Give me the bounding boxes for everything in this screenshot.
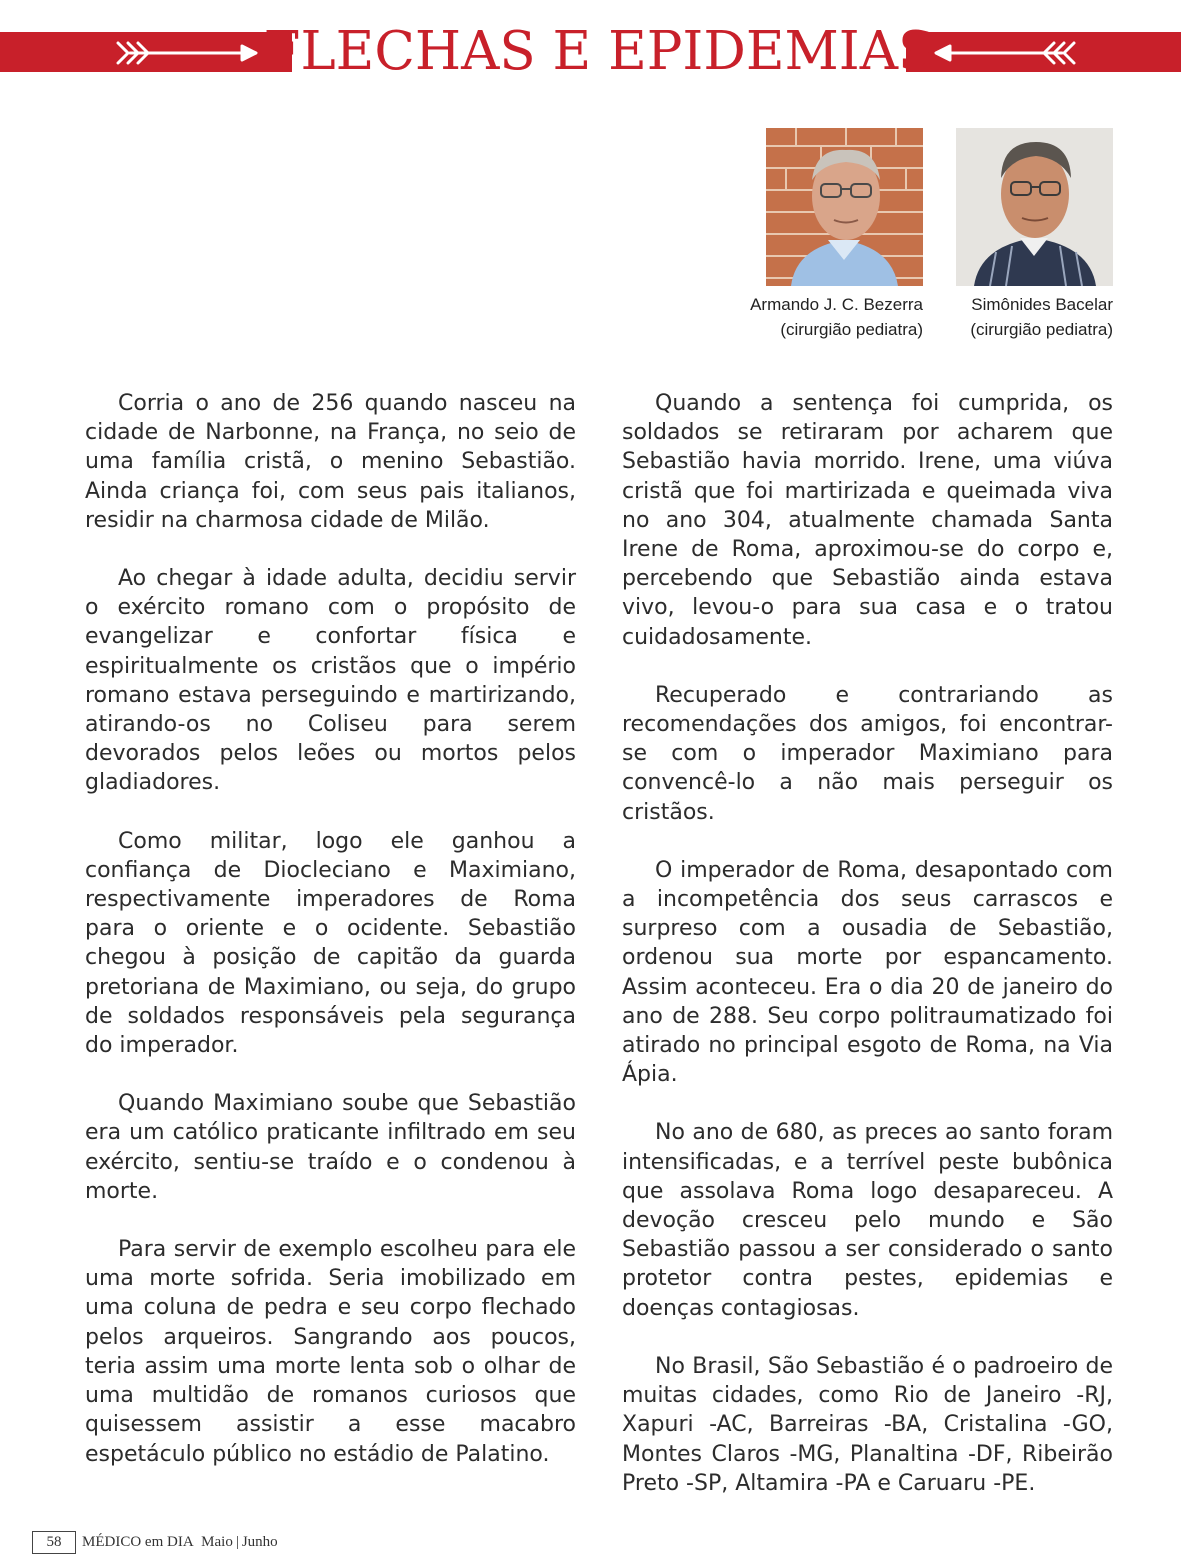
paragraph: Quando a sentença foi cumprida, os soldados se retiraram por acharem que Sebastião havia morrido. Irene, uma viúva cristã que foi martirizada e queimada viva no ano 304, atualmente chamada Santa Irene de Roma, aproximou-se do corpo e, percebendo que Sebastião ainda estava vivo, levou-o para sua casa e o tratou cuidadosamente. (622, 391, 1113, 650)
portrait-image (766, 128, 923, 286)
page-number (32, 1531, 76, 1554)
paragraph: Ao chegar à idade adulta, decidiu servir o exército romano com o propósito de evangelizar e confortar física e espiritualmente os cristãos que o império romano estava perseguindo e martirizando, atirando-os no Coliseu para serem devorados pelos leões ou mortos pelos gladiadores. (85, 566, 576, 796)
paragraph: No Brasil, São Sebastião é o padroeiro de muitas cidades, como Rio de Janeiro -RJ, Xapuri -AC, Barreiras -BA, Cristalina -GO, Montes Claros -MG, Planaltina -DF, Ribeirão Preto -SP, Altamira -PA e Caruaru -PE. (622, 1353, 1113, 1496)
paragraph: Quando Maximiano soube que Sebastião era um católico praticante infiltrado em seu exército, sentiu-se traído e o condenou à morte. (85, 1091, 576, 1204)
paragraph: Para servir de exemplo escolheu para ele uma morte sofrida. Seria imobilizado em uma coluna de pedra e seu corpo flechado pelos arqueiros. Sangrando aos poucos, teria assim uma morte lenta sob o olhar de uma multidão de romanos curiosos que quisessem assistir a esse macabro espetáculo público no estádio de Palatino. (85, 1237, 576, 1467)
issue-month-b: Junho (241, 1533, 278, 1550)
paragraph: Recuperado e contrariando as recomendações dos amigos, foi encontrar-se com o imperador Maximiano para convencê-lo a não mais perseguir os cristãos. (622, 682, 1113, 825)
article-column-left (85, 389, 576, 1498)
arrow-left-icon (930, 40, 1080, 66)
paragraph: Como militar, logo ele ganhou a confiança de Diocleciano e Maximiano, respectivamente imperadores de Roma para o oriente e o ocidente. Sebastião chegou à posição de capitão da guarda pretoriana de Maximiano, ou seja, do grupo de soldados responsáveis pela segurança do imperador. (85, 828, 576, 1059)
author-photo-bezerra (766, 128, 923, 286)
article-column-right (622, 389, 1113, 1527)
title-box (263, 18, 935, 82)
page-title: FLECHAS E EPIDEMIAS (263, 20, 935, 82)
magazine-name: MÉDICO em DIA (82, 1533, 194, 1550)
issue-separator: | (235, 1533, 239, 1550)
arrow-right-icon (112, 40, 262, 66)
author-photo-bacelar (956, 128, 1113, 286)
author-name: Armando J. C. Bezerra (750, 295, 923, 314)
paragraph: Corria o ano de 256 quando nasceu na cidade de Narbonne, na França, no seio de uma família cristã, o menino Sebastião. Ainda criança foi, com seus pais italianos, residir na charmosa cidade de Milão. (85, 391, 576, 533)
issue-month-a: Maio (201, 1533, 233, 1550)
author-caption-bezerra (730, 292, 923, 342)
paragraph: O imperador de Roma, desapontado com a incompetência dos seus carrascos e surpreso com a ousadia de Sebastião, ordenou sua morte por espancamento. Assim aconteceu. Era o dia 20 de janeiro do ano de 288. Seu corpo politraumatizado foi atirado no principal esgoto de Roma, na Via Ápia. (622, 857, 1113, 1088)
portrait-image (956, 128, 1113, 286)
page-number-text: 58 (46, 1533, 62, 1550)
author-name: Simônides Bacelar (971, 295, 1113, 314)
page-footer (32, 1531, 278, 1553)
author-role: (cirurgião pediatra) (970, 320, 1113, 339)
author-role: (cirurgião pediatra) (780, 320, 923, 339)
paragraph: No ano de 680, as preces ao santo foram intensificadas, e a terrível peste bubônica que assolava Roma logo desapareceu. A devoção cresceu pelo mundo e São Sebastião passou a ser considerado o santo protetor contra pestes, epidemias e doenças contagiosas. (622, 1120, 1113, 1321)
author-caption-bacelar (930, 292, 1113, 342)
